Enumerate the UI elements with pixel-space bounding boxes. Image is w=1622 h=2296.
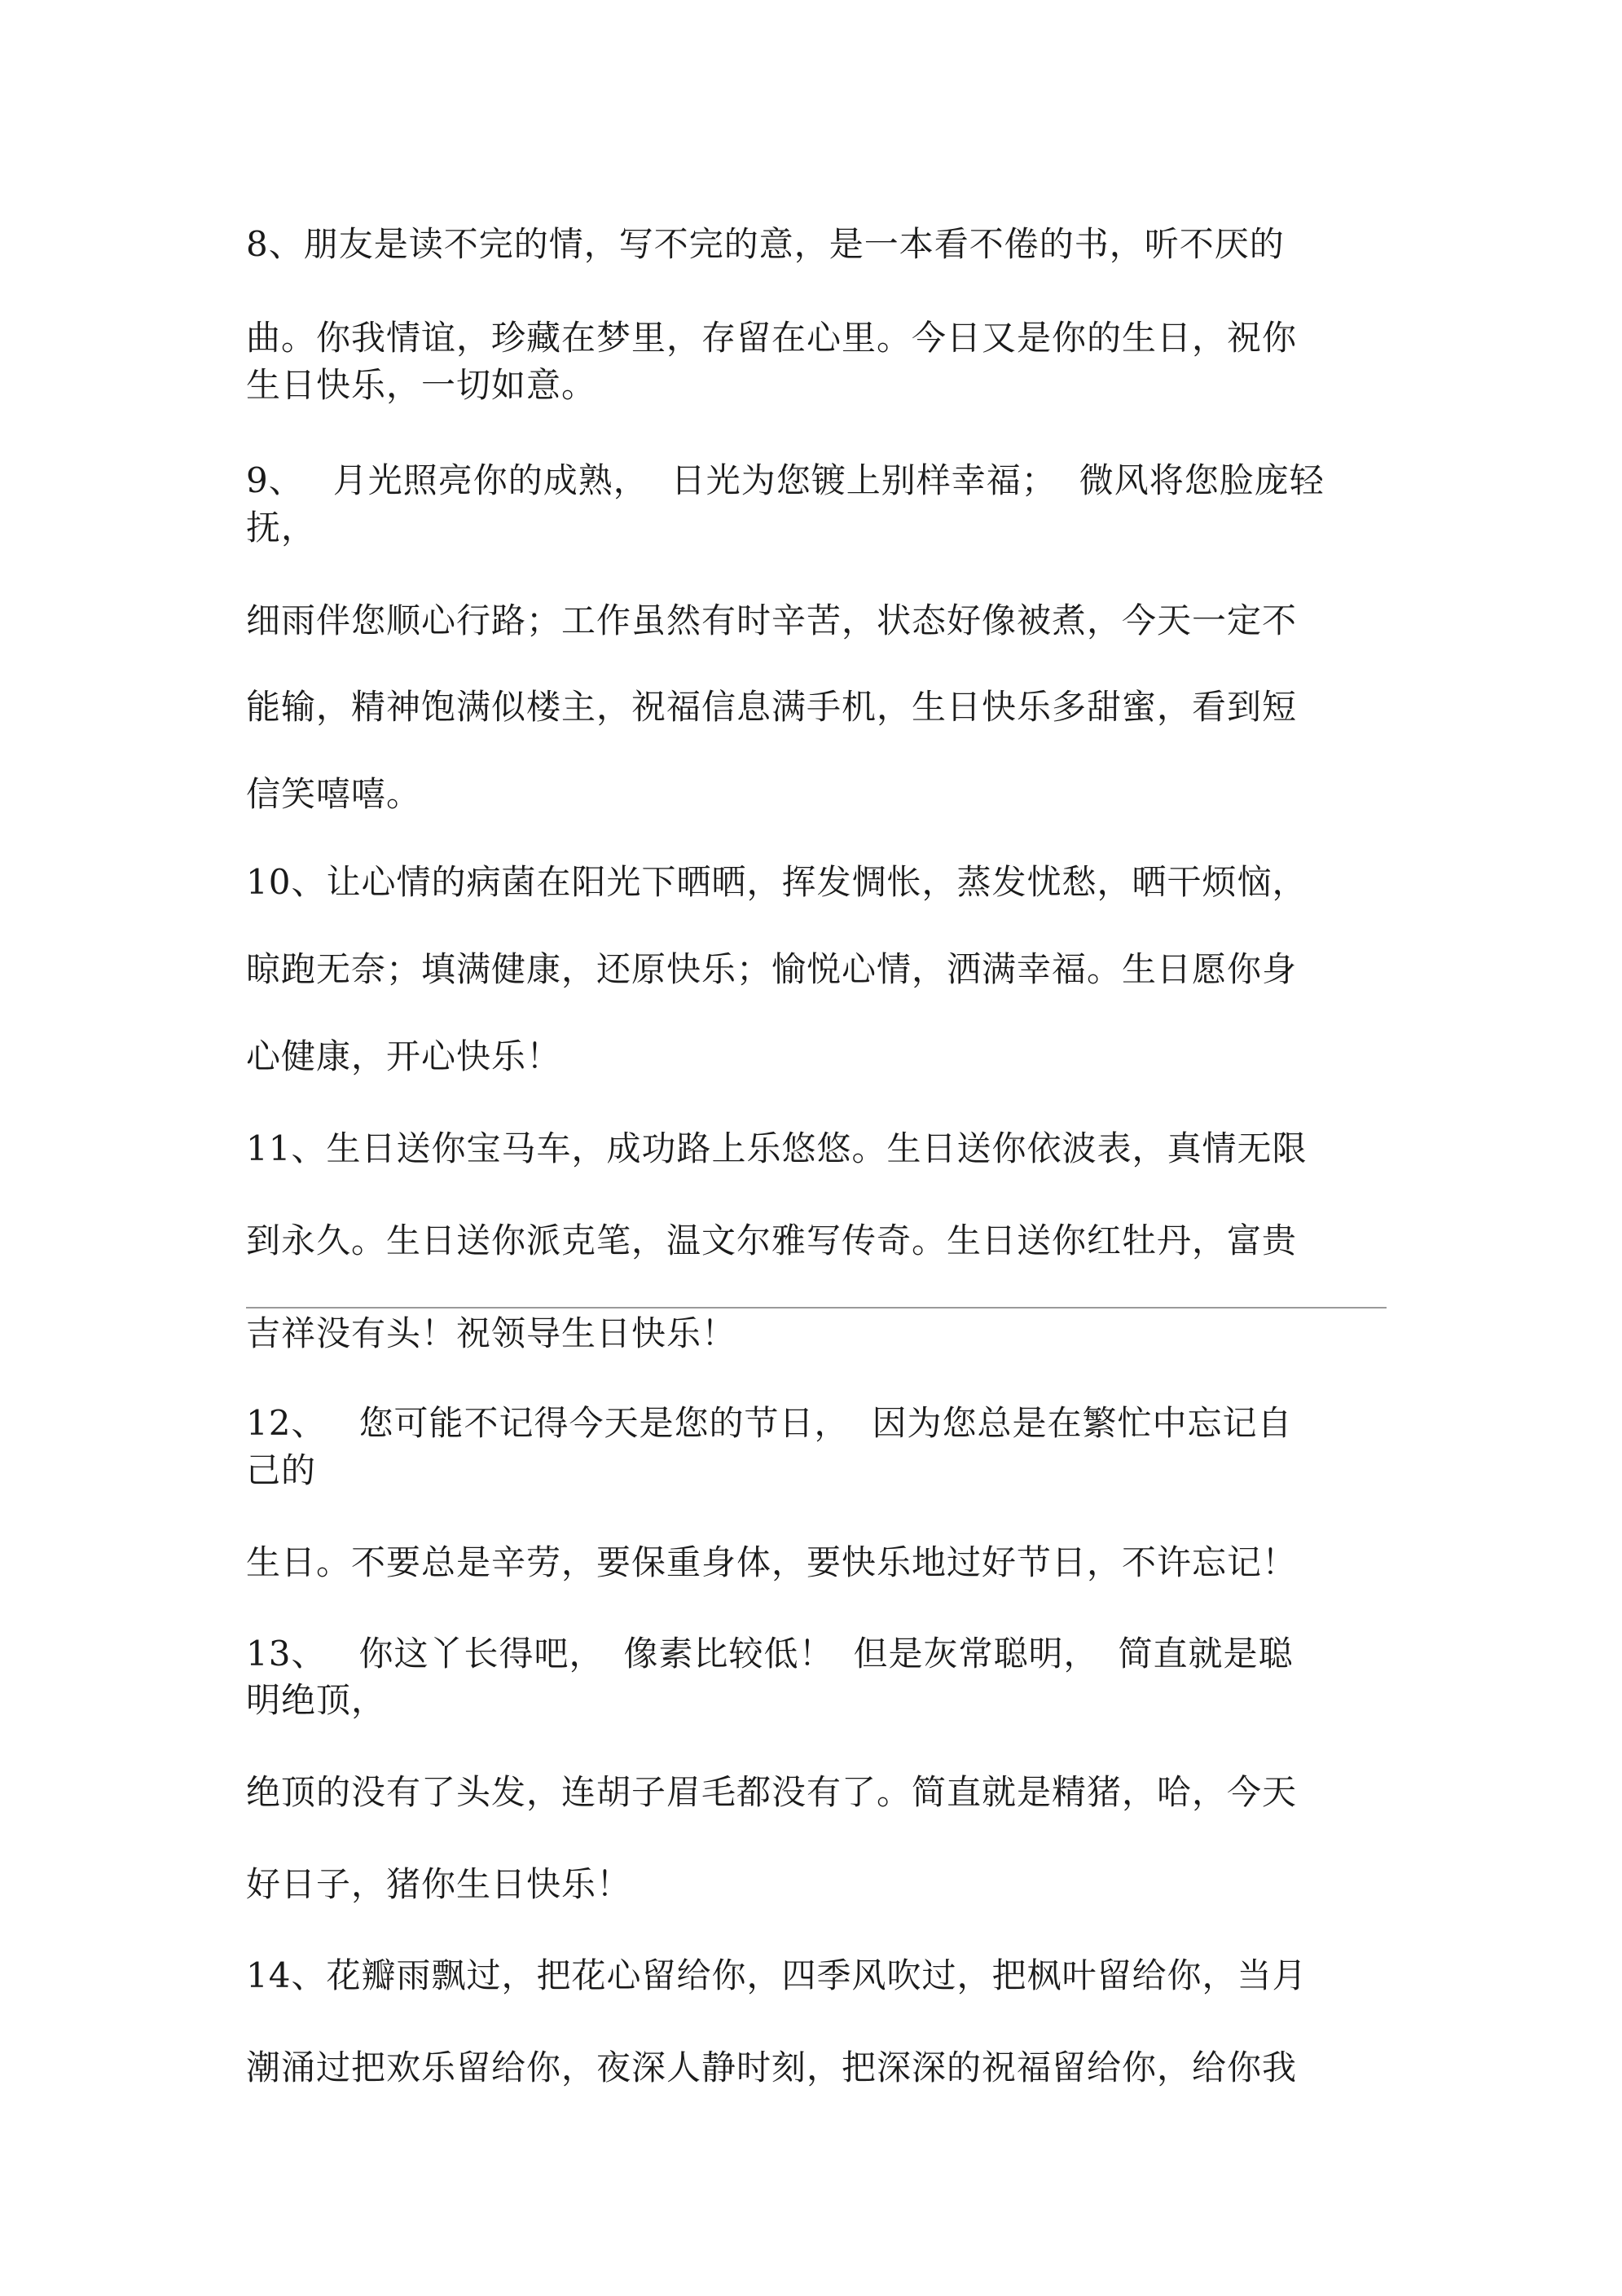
item-9-line-4: 能输，精神饱满似楼主，祝福信息满手机，生日快乐多甜蜜，看到短 (246, 687, 1298, 727)
item-11-line-1: 11、生日送你宝马车，成功路上乐悠悠。生日送你依波表，真情无限 (246, 1128, 1308, 1168)
item-14-line-2: 潮涌过把欢乐留给你，夜深人静时刻，把深深的祝福留给你，给你我 (246, 2047, 1298, 2087)
item-13-line-4: 好日子，猪你生日快乐！ (246, 1864, 632, 1904)
item-8-line-1: 8、朋友是读不完的情，写不完的意，是一本看不倦的书，听不厌的 (246, 224, 1285, 264)
item-9-phrase-2: 日光为您镀上别样幸福； (670, 460, 1057, 500)
item-12-line-3: 生日。不要总是辛劳，要保重身体，要快乐地过好节日，不许忘记！ (246, 1542, 1298, 1582)
item-8-line-2: 曲。你我情谊，珍藏在梦里，存留在心里。今日又是你的生日，祝你 (246, 318, 1298, 358)
item-9-line-1 (246, 460, 1387, 501)
item-13-number: 13、 (246, 1634, 327, 1674)
item-8-line-3: 生日快乐，一切如意。 (246, 365, 597, 405)
item-9-phrase-3: 微风将您脸庞轻 (1079, 460, 1325, 500)
item-10-line-1: 10、让心情的病菌在阳光下晒晒，挥发惆怅，蒸发忧愁，晒干烦恼， (246, 862, 1308, 902)
item-12-phrase-1: 您可能不记得今天是您的节日， (358, 1403, 850, 1443)
item-13-line-3: 绝顶的没有了头发，连胡子眉毛都没有了。简直就是精猪，哈，今天 (246, 1772, 1298, 1812)
item-11-line-3: 吉祥没有头！祝领导生日快乐！ (246, 1313, 737, 1353)
item-9-number: 9、 (246, 460, 304, 500)
item-12-line-2: 己的 (246, 1450, 317, 1490)
item-13-phrase-4: 简直就是聪 (1118, 1634, 1294, 1674)
item-12-phrase-2: 因为您总是在繁忙中忘记自 (872, 1403, 1293, 1443)
item-11-line-2: 到永久。生日送你派克笔，温文尔雅写传奇。生日送你红牡丹，富贵 (246, 1221, 1298, 1260)
item-10-line-2: 晾跑无奈；填满健康，还原快乐；愉悦心情，洒满幸福。生日愿你身 (246, 949, 1298, 989)
item-13-phrase-2: 像素比较低！ (623, 1634, 834, 1674)
item-9-line-2: 抚， (246, 508, 317, 548)
item-9-phrase-1: 月光照亮你的成熟， (332, 460, 648, 500)
item-13-line-2: 明绝顶， (246, 1680, 387, 1720)
item-12-number: 12、 (246, 1403, 327, 1443)
item-12-line-1 (246, 1403, 1387, 1444)
item-13-phrase-1: 你这丫长得吧， (358, 1634, 604, 1674)
item-13-line-1 (246, 1634, 1387, 1674)
item-9-line-5: 信笑嘻嘻。 (246, 774, 422, 814)
item-13-phrase-3: 但是灰常聪明， (853, 1634, 1099, 1674)
item-14-line-1: 14、花瓣雨飘过，把花心留给你，四季风吹过，把枫叶留给你，当月 (246, 1955, 1308, 1995)
item-9-line-3: 细雨伴您顺心行路；工作虽然有时辛苦，状态好像被煮，今天一定不 (246, 600, 1298, 640)
horizontal-rule (246, 1307, 1387, 1309)
item-10-line-3: 心健康，开心快乐！ (246, 1036, 562, 1076)
